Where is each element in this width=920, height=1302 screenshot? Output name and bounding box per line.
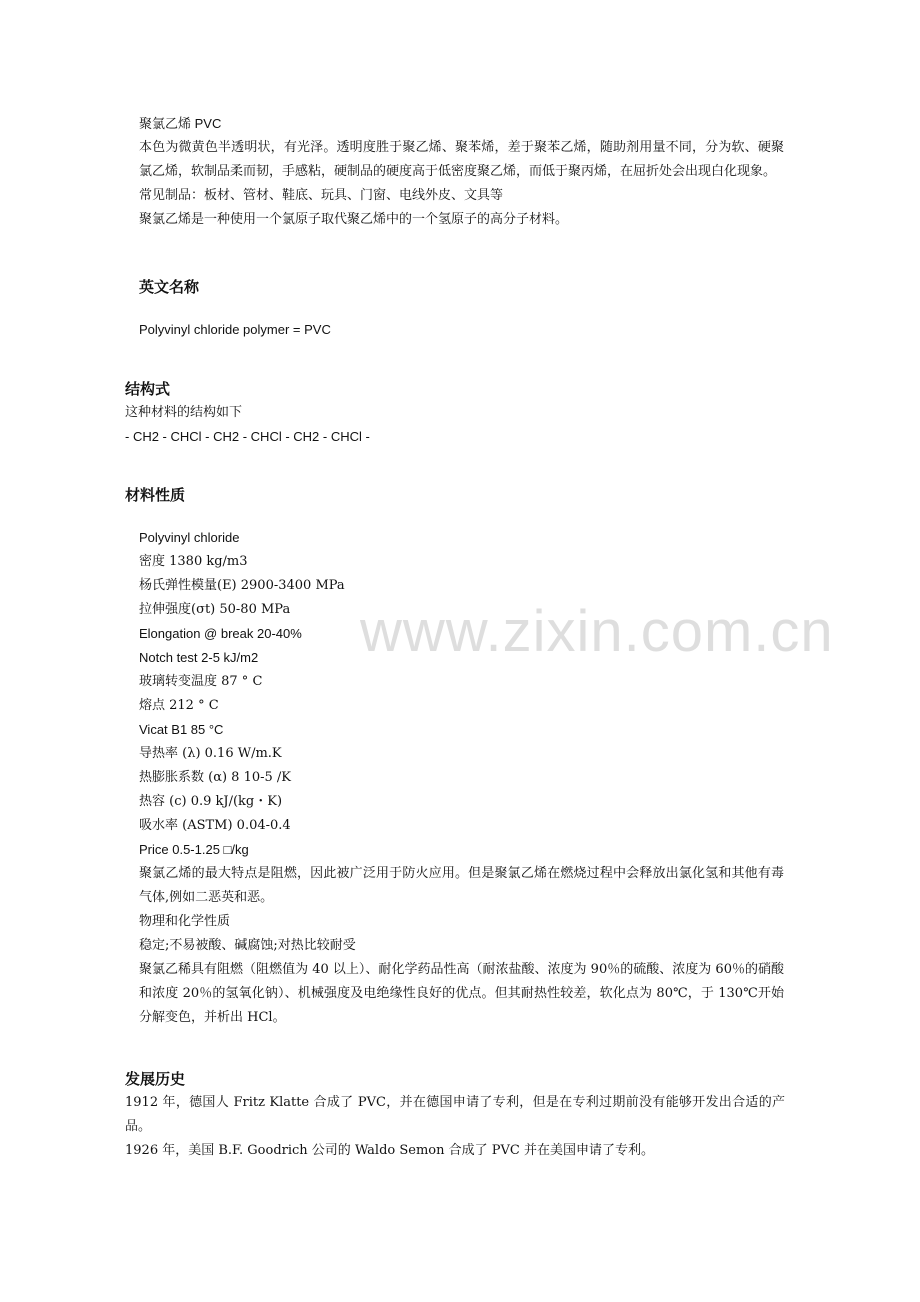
property-row: Vicat B1 85 °C (139, 722, 224, 737)
english-name-heading: 英文名称 (139, 278, 200, 296)
property-row: 热容 (c) 0.9 kJ/(kg・K) (139, 794, 283, 809)
history-heading: 发展历史 (125, 1070, 186, 1088)
property-row: 热膨胀系数 (α) 8 10-5 /K (139, 770, 292, 785)
property-row: Elongation @ break 20-40% (139, 626, 302, 641)
history-item-1926: 1926 年，美国 B.F. Goodrich 公司的 Waldo Semon 合成了 PVC 并在美国申请了专利。 (125, 1143, 654, 1158)
structure-section (125, 401, 785, 449)
structure-formula: - CH2 - CHCl - CH2 - CHCl - CH2 - CHCl - (125, 429, 370, 444)
stability-text: 稳定;不易被酸、碱腐蚀;对热比较耐受 (139, 938, 356, 953)
physical-chemical-label: 物理和化学性质 (139, 914, 231, 929)
property-row: Polyvinyl chloride (139, 530, 240, 545)
properties-section (139, 526, 784, 1030)
watermark: www.zixin.com.cn (360, 599, 834, 664)
history-item-1912: 1912 年，德国人 Fritz Klatte 合成了 PVC，并在德国申请了专利，但是在专利过期前没有能够开发出合适的产品。 (125, 1095, 785, 1134)
intro-section (139, 112, 784, 232)
flame-note: 聚氯乙烯的最大特点是阻燃，因此被广泛用于防火应用。但是聚氯乙烯在燃烧过程中会释放出氯化氢和其他有毒气体,例如二恶英和恶。 (139, 866, 784, 905)
property-row: 玻璃转变温度 87 ° C (139, 674, 263, 689)
intro-description: 本色为微黄色半透明状，有光泽。透明度胜于聚乙烯、聚苯烯，差于聚苯乙烯，随助剂用量不同，分为软、硬聚氯乙烯，软制品柔而韧，手感粘，硬制品的硬度高于低密度聚乙烯，而低于聚丙烯，在屈折处会出现白化现象。 (139, 140, 784, 179)
definition-text: 聚氯乙烯是一种使用一个氯原子取代聚乙烯中的一个氢原子的高分子材料。 (139, 212, 569, 227)
history-section (125, 1091, 785, 1163)
property-row: 导热率 (λ) 0.16 W/m.K (139, 746, 282, 761)
property-row: Price 0.5-1.25 □/kg (139, 842, 249, 857)
property-row: 拉伸强度(σt) 50-80 MPa (139, 602, 291, 617)
structure-intro: 这种材料的结构如下 (125, 405, 243, 420)
english-name-section (139, 318, 784, 342)
property-row: 杨氏弹性模量(E) 2900-3400 MPa (139, 578, 345, 593)
advantages-text: 聚氯乙稀具有阻燃（阻燃值为 40 以上）、耐化学药品性高（耐浓盐酸、浓度为 90％的硫酸、浓度为 60％的硝酸和浓度 20％的氢氧化钠）、机械强度及电绝缘性良好的优点。但其耐热性较差，软化点为 80℃，于 130℃开始分解变色，并析出 HCl。 (139, 962, 784, 1025)
property-row: 熔点 212 ° C (139, 698, 219, 713)
structure-heading: 结构式 (125, 380, 171, 398)
common-products: 常见制品：板材、管材、鞋底、玩具、门窗、电线外皮、文具等 (139, 188, 504, 203)
properties-heading: 材料性质 (125, 486, 186, 504)
property-row: 吸水率 (ASTM) 0.04-0.4 (139, 818, 291, 833)
intro-title: 聚氯乙烯 PVC (139, 116, 222, 131)
english-name-text: Polyvinyl chloride polymer = PVC (139, 322, 331, 337)
property-row: 密度 1380 kg/m3 (139, 554, 248, 569)
property-row: Notch test 2-5 kJ/m2 (139, 650, 259, 665)
